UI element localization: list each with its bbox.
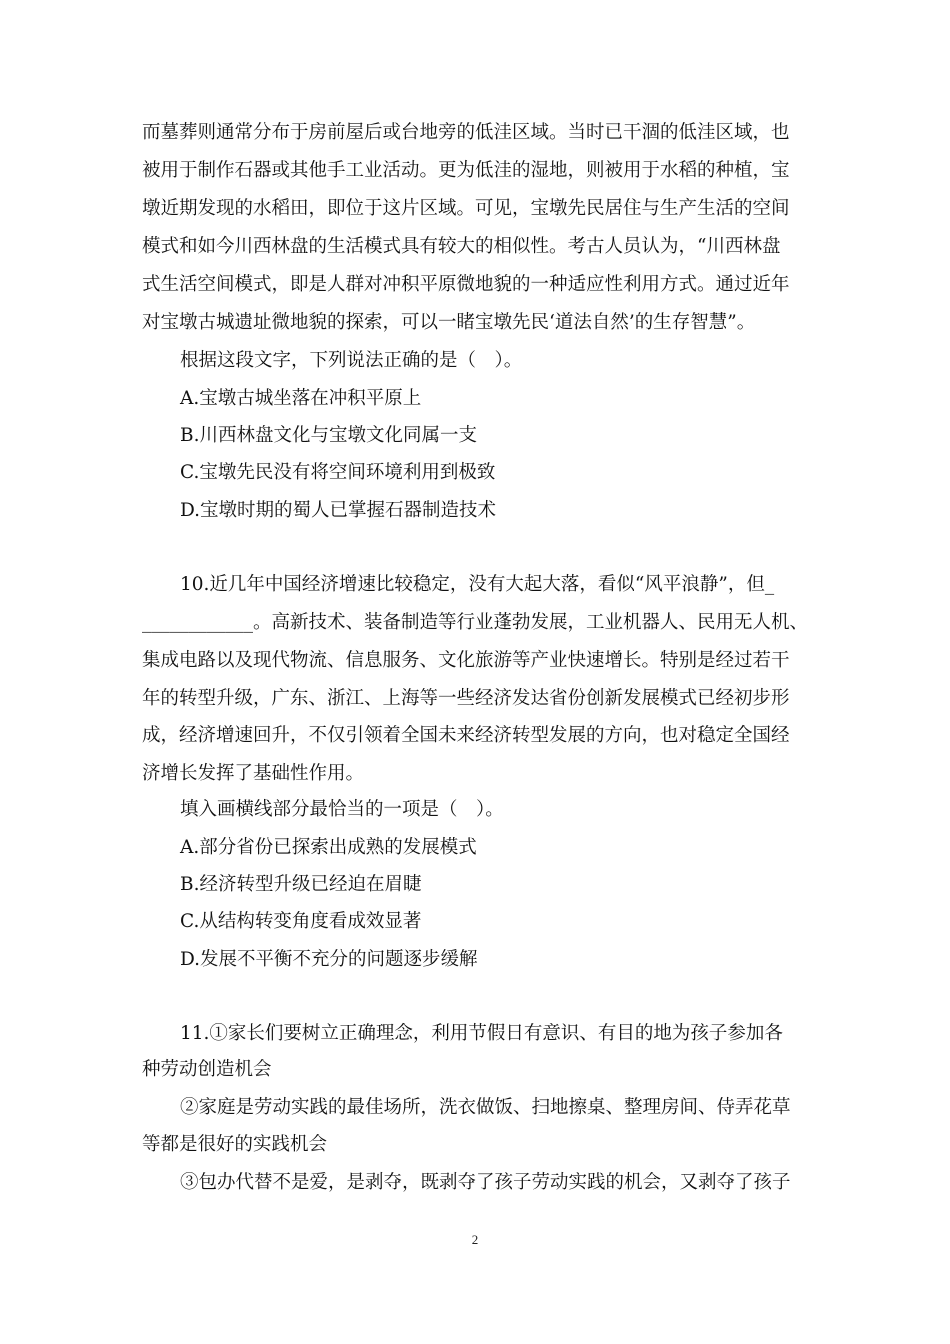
passage-line: 式生活空间模式，即是人群对冲积平原微地貌的一种适应性利用方式。通过近年 <box>142 274 790 295</box>
question-11-stem: 11.①家长们要树立正确理念，利用节假日有意识、有目的地为孩子参加各 <box>180 1023 783 1044</box>
question-10-stem: ____________。高新技术、装备制造等行业蓬勃发展，工业机器人、民用无人机、 <box>142 612 809 633</box>
question-prompt: 根据这段文字，下列说法正确的是（ ）。 <box>180 350 523 371</box>
question-10-stem: 成，经济增速回升，不仅引领着全国未来经济转型发展的方向，也对稳定全国经 <box>142 725 790 746</box>
question-11-item: 等都是很好的实践机会 <box>142 1134 328 1155</box>
passage-line: 墩近期发现的水稻田，即位于这片区域。可见，宝墩先民居住与生产生活的空间 <box>142 198 790 219</box>
question-prompt: 填入画横线部分最恰当的一项是（ ）。 <box>180 799 504 820</box>
option-d: D.发展不平衡不充分的问题逐步缓解 <box>180 949 478 970</box>
passage-line: 被用于制作石器或其他手工业活动。更为低洼的湿地，则被用于水稻的种植，宝 <box>142 160 790 181</box>
question-10-stem: 集成电路以及现代物流、信息服务、文化旅游等产业快速增长。特别是经过若干 <box>142 650 790 671</box>
passage-line: 模式和如今川西林盘的生活模式具有较大的相似性。考古人员认为，“川西林盘 <box>142 236 781 257</box>
question-10-stem: 年的转型升级，广东、浙江、上海等一些经济发达省份创新发展模式已经初步形 <box>142 688 790 709</box>
question-11-item: ③包办代替不是爱，是剥夺，既剥夺了孩子劳动实践的机会，又剥夺了孩子 <box>180 1172 791 1193</box>
option-b: B.川西林盘文化与宝墩文化同属一支 <box>180 425 477 446</box>
passage-line: 而墓葬则通常分布于房前屋后或台地旁的低洼区域。当时已干涸的低洼区域，也 <box>142 122 790 143</box>
option-b: B.经济转型升级已经迫在眉睫 <box>180 874 422 895</box>
option-d: D.宝墩时期的蜀人已掌握石器制造技术 <box>180 500 497 521</box>
option-c: C.宝墩先民没有将空间环境利用到极致 <box>180 462 496 483</box>
option-a: A.宝墩古城坐落在冲积平原上 <box>180 388 422 409</box>
option-c: C.从结构转变角度看成效显著 <box>180 911 422 932</box>
passage-line: 对宝墩古城遗址微地貌的探索，可以一睹宝墩先民‘道法自然’的生存智慧”。 <box>142 312 756 333</box>
question-10-stem: 济增长发挥了基础性作用。 <box>142 763 365 784</box>
option-a: A.部分省份已探索出成熟的发展模式 <box>180 837 477 858</box>
question-11-stem: 种劳动创造机会 <box>142 1059 272 1080</box>
question-11-item: ②家庭是劳动实践的最佳场所，洗衣做饭、扫地擦桌、整理房间、侍弄花草 <box>180 1097 791 1118</box>
page-number: 2 <box>471 1232 479 1247</box>
question-10-stem: 10.近几年中国经济增速比较稳定，没有大起大落，看似“风平浪静”，但_ <box>180 574 775 595</box>
